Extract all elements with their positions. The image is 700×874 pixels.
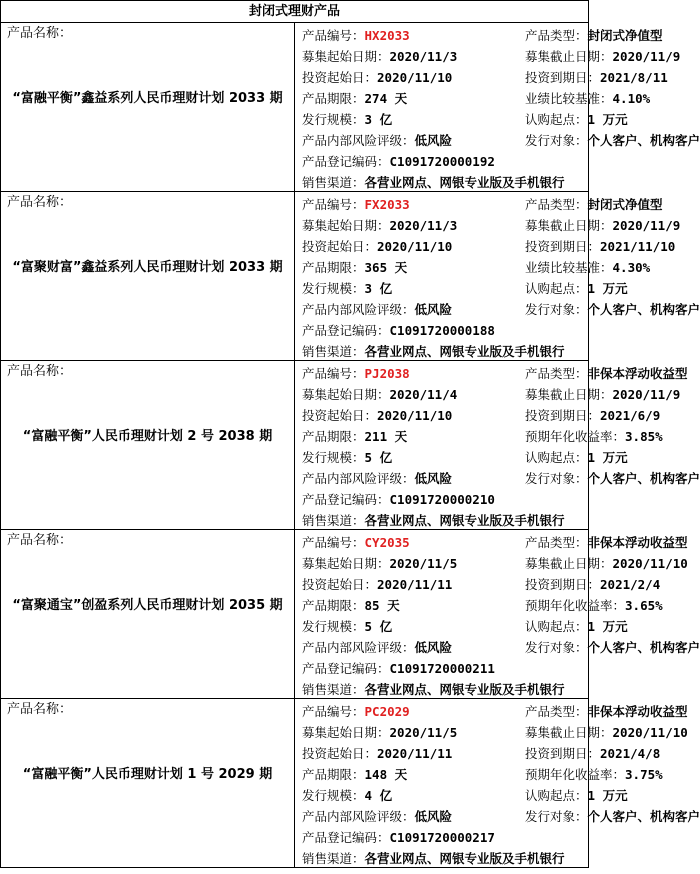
registration-code-label: 产品登记编码： <box>302 492 390 507</box>
min-subscription-label: 认购起点： <box>525 281 588 296</box>
issue-scale-value: 4 亿 <box>364 788 393 803</box>
product-type-value: 封闭式净值型 <box>587 197 663 212</box>
product-row <box>1 361 589 530</box>
invest-end-date-label: 投资到期日： <box>525 408 601 423</box>
detail-line <box>525 553 688 574</box>
min-subscription-label: 认购起点： <box>525 112 588 127</box>
detail-line <box>302 532 410 553</box>
table-title-row <box>1 1 589 23</box>
product-name-label: 产品名称： <box>7 195 73 210</box>
product-name-cell <box>1 361 295 530</box>
detail-line <box>302 637 452 658</box>
detail-line <box>302 215 457 236</box>
product-term-value: 148 天 <box>364 767 408 782</box>
min-subscription-label: 认购起点： <box>525 619 588 634</box>
min-subscription-value: 1 万元 <box>587 450 628 465</box>
risk-rating-label: 产品内部风险评级： <box>302 302 415 317</box>
min-subscription-value: 1 万元 <box>587 788 628 803</box>
product-row <box>1 23 589 192</box>
invest-end-date-label: 投资到期日： <box>525 577 601 592</box>
detail-line <box>525 257 650 278</box>
registration-code-label: 产品登记编码： <box>302 323 390 338</box>
invest-end-date-label: 投资到期日： <box>525 746 601 761</box>
detail-line <box>525 25 663 46</box>
risk-rating-value: 低风险 <box>414 471 453 486</box>
product-name: “富融平衡”人民币理财计划 1 号 2029 期 <box>22 767 273 782</box>
risk-rating-label: 产品内部风险评级： <box>302 809 415 824</box>
detail-line <box>302 384 457 405</box>
product-name: “富聚财富”鑫益系列人民币理财计划 2033 期 <box>12 260 283 275</box>
sales-channel-value: 各营业网点、网银专业版及手机银行 <box>364 344 565 359</box>
detail-line <box>525 785 628 806</box>
issue-scale-label: 发行规模： <box>302 450 365 465</box>
product-type-value: 非保本浮动收益型 <box>587 704 688 719</box>
detail-line <box>525 447 628 468</box>
detail-line <box>525 468 700 489</box>
detail-line <box>302 88 407 109</box>
issue-scale-value: 5 亿 <box>364 450 393 465</box>
product-row <box>1 530 589 699</box>
detail-line <box>302 341 565 362</box>
product-code-label: 产品编号： <box>302 704 365 719</box>
product-name-cell <box>1 530 295 699</box>
detail-line <box>525 574 660 595</box>
invest-start-date-value: 2020/11/10 <box>377 408 453 423</box>
detail-line <box>302 658 495 679</box>
detail-line <box>302 278 392 299</box>
registration-code-value: C1091720000211 <box>389 661 495 676</box>
invest-start-date-value: 2020/11/10 <box>377 239 453 254</box>
product-code-label: 产品编号： <box>302 366 365 381</box>
risk-rating-label: 产品内部风险评级： <box>302 133 415 148</box>
min-subscription-label: 认购起点： <box>525 450 588 465</box>
raise-start-date-label: 募集起始日期： <box>302 725 390 740</box>
detail-line <box>525 764 663 785</box>
raise-end-date-label: 募集截止日期： <box>525 556 613 571</box>
sales-channel-label: 销售渠道： <box>302 344 365 359</box>
detail-line <box>302 67 452 88</box>
raise-end-date-value: 2020/11/10 <box>612 556 688 571</box>
detail-line <box>302 743 452 764</box>
detail-line <box>525 637 700 658</box>
invest-end-date-value: 2021/8/11 <box>600 70 668 85</box>
issue-target-label: 发行对象： <box>525 133 588 148</box>
detail-line <box>302 426 407 447</box>
product-name-label: 产品名称： <box>7 364 73 379</box>
raise-start-date-value: 2020/11/3 <box>389 49 458 64</box>
detail-line <box>525 299 700 320</box>
sales-channel-value: 各营业网点、网银专业版及手机银行 <box>364 851 565 866</box>
detail-line <box>302 848 565 869</box>
invest-start-date-label: 投资起始日： <box>302 746 378 761</box>
product-code-label: 产品编号： <box>302 535 365 550</box>
min-subscription-value: 1 万元 <box>587 281 628 296</box>
invest-start-date-value: 2020/11/11 <box>377 577 453 592</box>
detail-line <box>302 257 407 278</box>
product-name-cell <box>1 699 295 868</box>
product-code-label: 产品编号： <box>302 197 365 212</box>
raise-start-date-value: 2020/11/3 <box>389 218 458 233</box>
raise-end-date-label: 募集截止日期： <box>525 49 613 64</box>
product-detail-cell <box>295 699 700 868</box>
product-name-cell <box>1 192 295 361</box>
detail-line <box>302 236 452 257</box>
product-term-value: 365 天 <box>364 260 408 275</box>
issue-target-value: 个人客户、机构客户 <box>587 471 700 486</box>
issue-scale-label: 发行规模： <box>302 788 365 803</box>
raise-end-date-label: 募集截止日期： <box>525 387 613 402</box>
product-code-value: PJ2038 <box>364 366 410 381</box>
invest-end-date-label: 投资到期日： <box>525 239 601 254</box>
product-name-label: 产品名称： <box>7 533 73 548</box>
detail-line <box>302 701 410 722</box>
registration-code-value: C1091720000188 <box>389 323 495 338</box>
product-type-label: 产品类型： <box>525 28 588 43</box>
product-code-value: FX2033 <box>364 197 410 212</box>
detail-line <box>302 827 495 848</box>
product-term-value: 211 天 <box>364 429 408 444</box>
issue-scale-label: 发行规模： <box>302 619 365 634</box>
product-code-value: CY2035 <box>364 535 410 550</box>
invest-start-date-label: 投资起始日： <box>302 239 378 254</box>
detail-line <box>302 595 400 616</box>
issue-target-label: 发行对象： <box>525 809 588 824</box>
product-code-value: PC2029 <box>364 704 410 719</box>
product-detail-cell <box>295 530 700 699</box>
raise-end-date-label: 募集截止日期： <box>525 725 613 740</box>
raise-end-date-label: 募集截止日期： <box>525 218 613 233</box>
detail-line <box>302 510 565 531</box>
raise-start-date-label: 募集起始日期： <box>302 387 390 402</box>
detail-line <box>302 468 452 489</box>
product-detail-cell <box>295 192 700 361</box>
detail-line <box>525 46 680 67</box>
detail-line <box>302 785 392 806</box>
product-type-value: 封闭式净值型 <box>587 28 663 43</box>
detail-line <box>525 236 675 257</box>
rate-value: 3.75% <box>625 767 663 782</box>
issue-scale-label: 发行规模： <box>302 281 365 296</box>
detail-line <box>525 405 660 426</box>
product-type-label: 产品类型： <box>525 704 588 719</box>
sales-channel-label: 销售渠道： <box>302 851 365 866</box>
rate-value: 4.30% <box>612 260 651 275</box>
detail-line <box>525 109 628 130</box>
detail-line <box>525 426 663 447</box>
invest-end-date-label: 投资到期日： <box>525 70 601 85</box>
invest-end-date-value: 2021/4/8 <box>600 746 661 761</box>
detail-line <box>525 616 628 637</box>
rate-label: 预期年化收益率： <box>525 429 626 444</box>
detail-line <box>302 679 565 700</box>
detail-line <box>302 405 452 426</box>
product-code-value: HX2033 <box>364 28 410 43</box>
detail-line <box>525 532 688 553</box>
raise-start-date-label: 募集起始日期： <box>302 218 390 233</box>
rate-label: 业绩比较基准： <box>525 260 613 275</box>
rate-label: 预期年化收益率： <box>525 598 626 613</box>
detail-line <box>525 701 688 722</box>
raise-end-date-value: 2020/11/9 <box>612 218 681 233</box>
min-subscription-value: 1 万元 <box>587 619 628 634</box>
product-term-label: 产品期限： <box>302 260 365 275</box>
sales-channel-value: 各营业网点、网银专业版及手机银行 <box>364 513 565 528</box>
invest-end-date-value: 2021/6/9 <box>600 408 661 423</box>
detail-line <box>302 130 452 151</box>
raise-end-date-value: 2020/11/9 <box>612 387 681 402</box>
detail-line <box>525 88 650 109</box>
product-row <box>1 192 589 361</box>
detail-line <box>302 764 407 785</box>
product-term-value: 274 天 <box>364 91 408 106</box>
invest-start-date-value: 2020/11/11 <box>377 746 453 761</box>
issue-target-label: 发行对象： <box>525 302 588 317</box>
detail-line <box>302 151 495 172</box>
table-title: 封闭式理财产品 <box>1 1 589 23</box>
detail-line <box>302 46 457 67</box>
issue-scale-value: 3 亿 <box>364 281 393 296</box>
risk-rating-value: 低风险 <box>414 640 453 655</box>
product-code-label: 产品编号： <box>302 28 365 43</box>
product-term-value: 85 天 <box>364 598 400 613</box>
raise-end-date-value: 2020/11/10 <box>612 725 688 740</box>
detail-line <box>302 489 495 510</box>
product-name-label: 产品名称： <box>7 702 73 717</box>
raise-start-date-value: 2020/11/5 <box>389 556 458 571</box>
rate-label: 业绩比较基准： <box>525 91 613 106</box>
risk-rating-value: 低风险 <box>414 302 453 317</box>
raise-start-date-value: 2020/11/5 <box>389 725 458 740</box>
rate-value: 4.10% <box>612 91 651 106</box>
registration-code-value: C1091720000192 <box>389 154 495 169</box>
invest-start-date-label: 投资起始日： <box>302 408 378 423</box>
detail-line <box>525 194 663 215</box>
detail-line <box>525 743 660 764</box>
sales-channel-label: 销售渠道： <box>302 513 365 528</box>
raise-start-date-value: 2020/11/4 <box>389 387 458 402</box>
detail-line <box>302 616 392 637</box>
sales-channel-value: 各营业网点、网银专业版及手机银行 <box>364 175 565 190</box>
issue-target-label: 发行对象： <box>525 471 588 486</box>
detail-line <box>302 299 452 320</box>
invest-start-date-value: 2020/11/10 <box>377 70 453 85</box>
product-name: “富聚通宝”创盈系列人民币理财计划 2035 期 <box>12 598 283 613</box>
issue-target-value: 个人客户、机构客户 <box>587 809 700 824</box>
issue-scale-label: 发行规模： <box>302 112 365 127</box>
rate-label: 预期年化收益率： <box>525 767 626 782</box>
raise-end-date-value: 2020/11/9 <box>612 49 681 64</box>
product-rows <box>1 23 700 868</box>
invest-start-date-label: 投资起始日： <box>302 70 378 85</box>
registration-code-label: 产品登记编码： <box>302 661 390 676</box>
detail-line <box>302 363 410 384</box>
detail-line <box>302 320 495 341</box>
invest-end-date-value: 2021/2/4 <box>600 577 661 592</box>
product-detail-cell <box>295 23 700 192</box>
rate-value: 3.85% <box>625 429 663 444</box>
product-name: “富融平衡”人民币理财计划 2 号 2038 期 <box>22 429 273 444</box>
raise-start-date-label: 募集起始日期： <box>302 556 390 571</box>
sales-channel-label: 销售渠道： <box>302 682 365 697</box>
min-subscription-value: 1 万元 <box>587 112 628 127</box>
risk-rating-label: 产品内部风险评级： <box>302 640 415 655</box>
sales-channel-label: 销售渠道： <box>302 175 365 190</box>
detail-line <box>525 67 668 88</box>
issue-target-label: 发行对象： <box>525 640 588 655</box>
risk-rating-value: 低风险 <box>414 133 453 148</box>
product-term-label: 产品期限： <box>302 598 365 613</box>
detail-line <box>302 722 457 743</box>
registration-code-label: 产品登记编码： <box>302 154 390 169</box>
rate-value: 3.65% <box>625 598 663 613</box>
product-term-label: 产品期限： <box>302 767 365 782</box>
detail-line <box>525 722 688 743</box>
product-name-cell <box>1 23 295 192</box>
product-type-value: 非保本浮动收益型 <box>587 535 688 550</box>
detail-line <box>302 172 565 193</box>
product-type-label: 产品类型： <box>525 197 588 212</box>
registration-code-value: C1091720000210 <box>389 492 495 507</box>
detail-line <box>302 109 392 130</box>
detail-line <box>525 278 628 299</box>
issue-target-value: 个人客户、机构客户 <box>587 302 700 317</box>
registration-code-value: C1091720000217 <box>389 830 495 845</box>
product-type-label: 产品类型： <box>525 366 588 381</box>
risk-rating-label: 产品内部风险评级： <box>302 471 415 486</box>
detail-line <box>525 806 700 827</box>
detail-line <box>525 384 680 405</box>
invest-start-date-label: 投资起始日： <box>302 577 378 592</box>
product-type-label: 产品类型： <box>525 535 588 550</box>
detail-line <box>525 595 663 616</box>
detail-line <box>525 215 680 236</box>
detail-line <box>302 806 452 827</box>
issue-target-value: 个人客户、机构客户 <box>587 640 700 655</box>
raise-start-date-label: 募集起始日期： <box>302 49 390 64</box>
risk-rating-value: 低风险 <box>414 809 453 824</box>
detail-line <box>302 194 410 215</box>
detail-line <box>302 447 392 468</box>
product-term-label: 产品期限： <box>302 91 365 106</box>
detail-line <box>302 553 457 574</box>
product-term-label: 产品期限： <box>302 429 365 444</box>
issue-scale-value: 3 亿 <box>364 112 393 127</box>
detail-line <box>525 363 688 384</box>
issue-scale-value: 5 亿 <box>364 619 393 634</box>
detail-line <box>302 25 410 46</box>
issue-target-value: 个人客户、机构客户 <box>587 133 700 148</box>
detail-line <box>525 130 700 151</box>
sales-channel-value: 各营业网点、网银专业版及手机银行 <box>364 682 565 697</box>
product-type-value: 非保本浮动收益型 <box>587 366 688 381</box>
product-name: “富融平衡”鑫益系列人民币理财计划 2033 期 <box>12 91 283 106</box>
invest-end-date-value: 2021/11/10 <box>600 239 676 254</box>
product-row <box>1 699 589 868</box>
product-name-label: 产品名称： <box>7 26 73 41</box>
min-subscription-label: 认购起点： <box>525 788 588 803</box>
product-detail-cell <box>295 361 700 530</box>
registration-code-label: 产品登记编码： <box>302 830 390 845</box>
detail-line <box>302 574 452 595</box>
